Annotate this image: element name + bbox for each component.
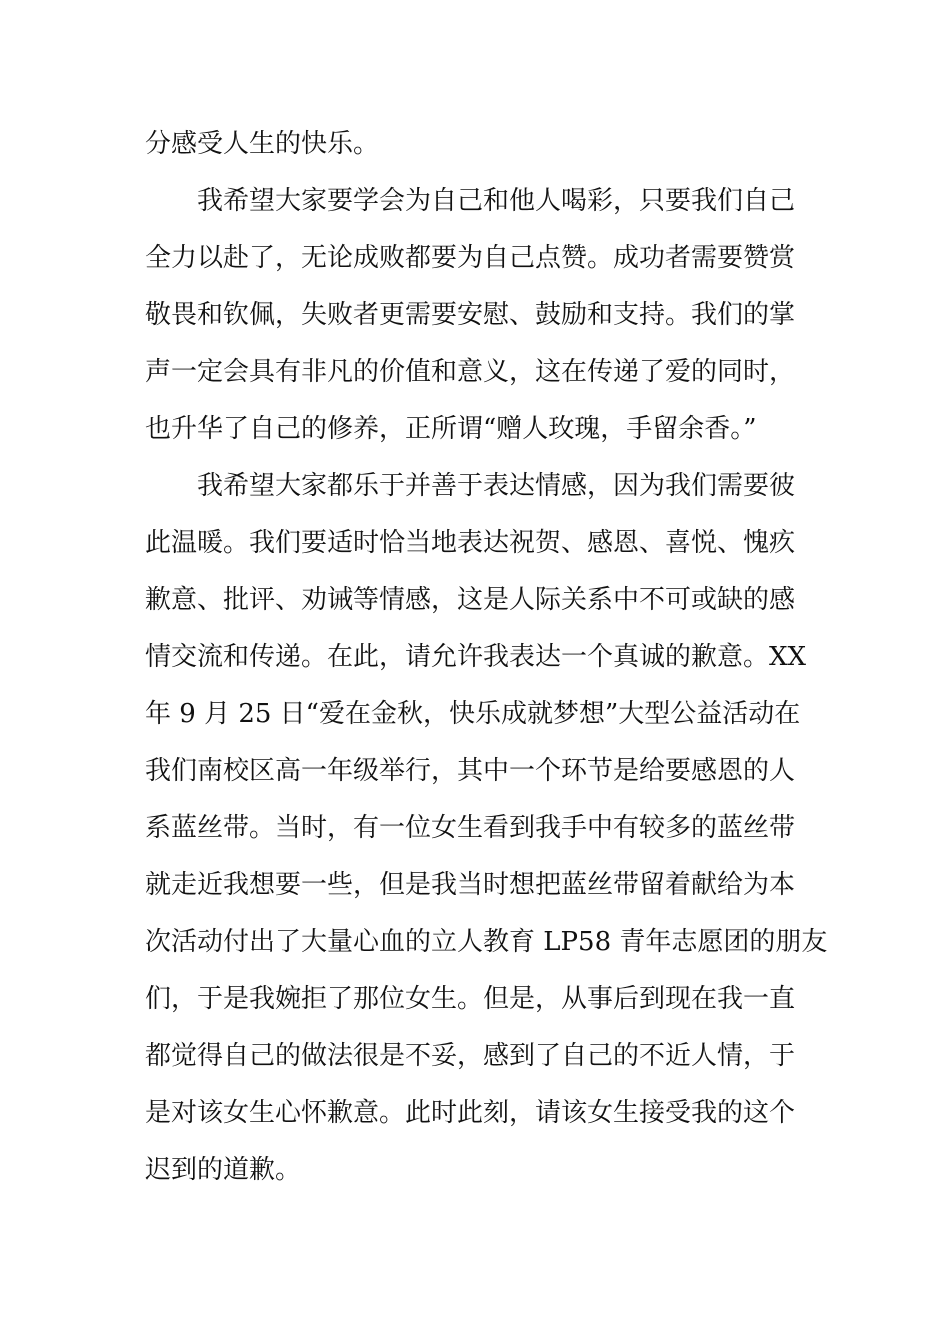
text-line: 系蓝丝带。当时，有一位女生看到我手中有较多的蓝丝带 [145,813,796,843]
text-line: 年 9 月 25 日“爱在金秋，快乐成就梦想”大型公益活动在 [145,699,801,729]
text-line: 全力以赴了，无论成败都要为自己点赞。成功者需要赞赏 [145,243,796,273]
text-line: 们，于是我婉拒了那位女生。但是，从事后到现在我一直 [145,984,796,1014]
text-line: 都觉得自己的做法很是不妥，感到了自己的不近人情，于 [145,1041,796,1071]
text-line: 歉意、批评、劝诫等情感，这是人际关系中不可或缺的感 [145,585,796,615]
text-line: 是对该女生心怀歉意。此时此刻，请该女生接受我的这个 [145,1098,796,1128]
paragraph-first-line: 我希望大家都乐于并善于表达情感，因为我们需要彼 [197,471,796,501]
text-line: 迟到的道歉。 [145,1155,302,1185]
text-line: 也升华了自己的修养，正所谓“赠人玫瑰，手留余香。” [145,414,757,444]
text-line: 敬畏和钦佩，失败者更需要安慰、鼓励和支持。我们的掌 [145,300,796,330]
paragraph-first-line: 我希望大家要学会为自己和他人喝彩，只要我们自己 [197,186,796,216]
text-line: 就走近我想要一些，但是我当时想把蓝丝带留着献给为本 [145,870,796,900]
text-line: 声一定会具有非凡的价值和意义，这在传递了爱的同时， [145,357,796,387]
text-line: 此温暖。我们要适时恰当地表达祝贺、感恩、喜悦、愧疚 [145,528,796,558]
text-line: 情交流和传递。在此，请允许我表达一个真诚的歉意。XX [145,642,807,672]
text-line: 我们南校区高一年级举行，其中一个环节是给要感恩的人 [145,756,796,786]
text-line: 次活动付出了大量心血的立人教育 LP58 青年志愿团的朋友 [145,927,828,957]
text-line: 分感受人生的快乐。 [145,129,380,159]
